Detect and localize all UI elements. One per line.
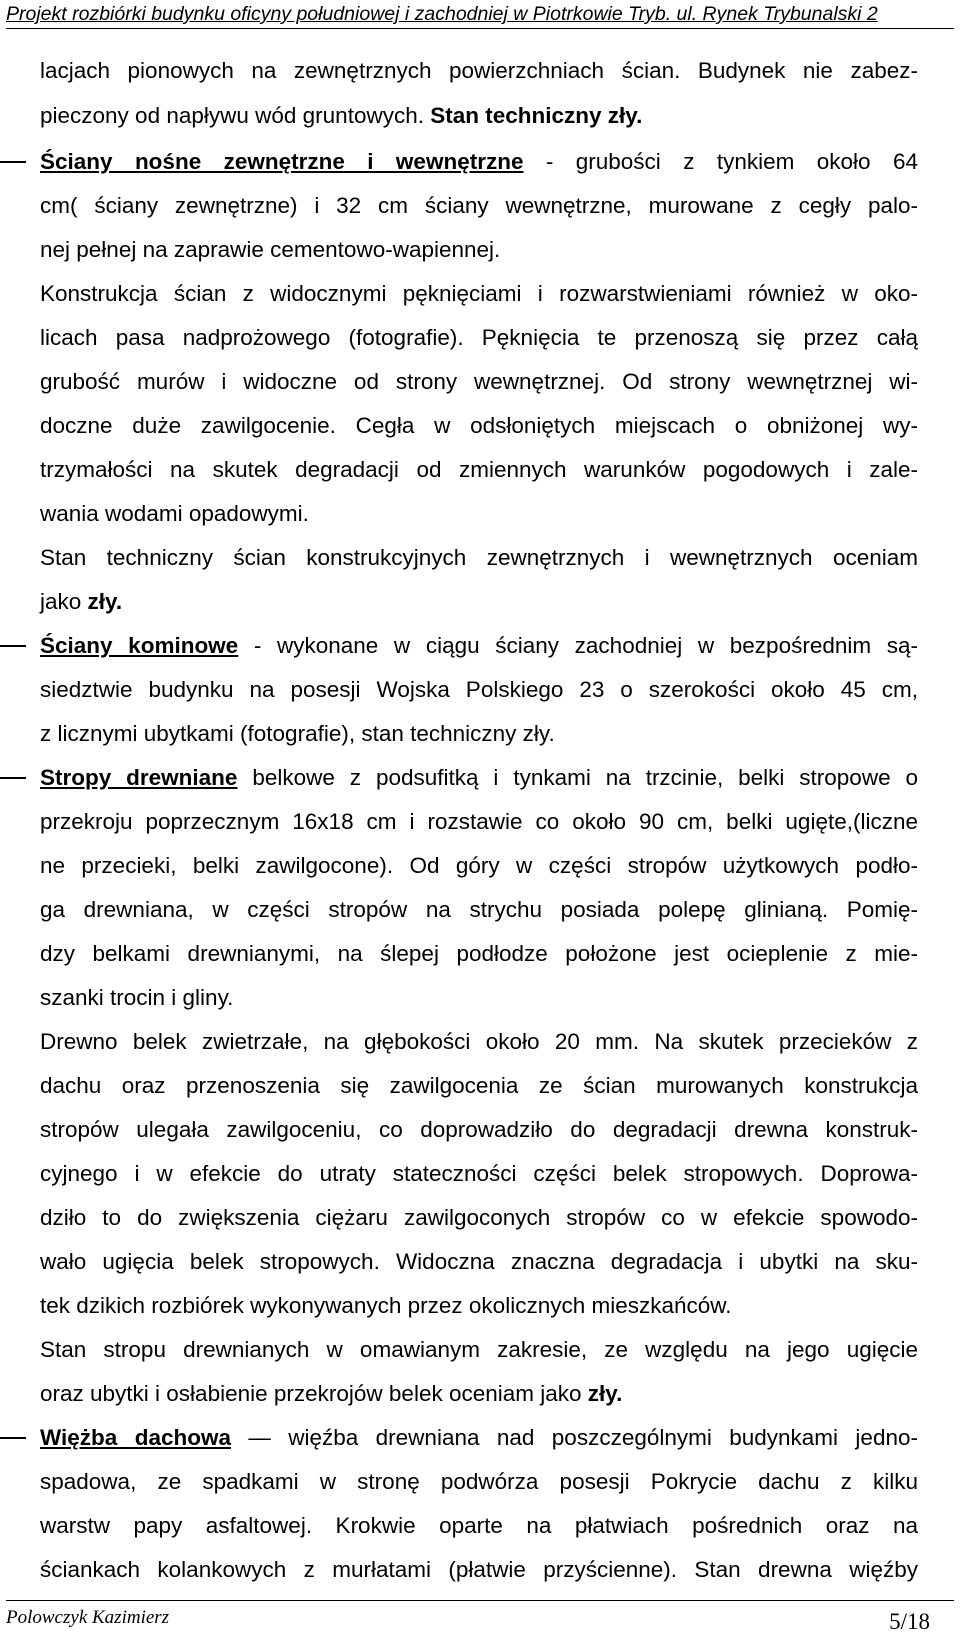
list-bullet-dash <box>0 777 26 779</box>
text-line: jako zły. <box>40 589 123 614</box>
condition-rating: Stan techniczny zły. <box>430 103 643 128</box>
text-line: pieczony od napływu wód gruntowych. Stan techniczny zły. <box>40 103 643 128</box>
condition-rating: zły. <box>87 589 123 614</box>
text-line: Konstrukcja ścian z widocznymi pęknięciami i rozwarstwieniami również w oko- <box>40 281 918 306</box>
condition-rating: zły. <box>587 1381 623 1406</box>
text-line: Stan stropu drewnianych w omawianym zakresie, ze względu na jego ugięcie <box>40 1337 918 1362</box>
text-line: nej pełnej na zaprawie cementowo-wapiennej. <box>40 237 501 262</box>
text-line: dzy belkami drewnianymi, na ślepej podłodze położone jest ocieplenie z mie- <box>40 941 918 966</box>
text-line: Więżba dachowa — więźba drewniana nad poszczególnymi budynkami jedno- <box>40 1425 918 1450</box>
list-bullet-dash <box>0 1437 26 1439</box>
section-heading-roof-truss: Więżba dachowa <box>40 1425 231 1450</box>
page-footer <box>6 1600 954 1637</box>
text-line: oraz ubytki i osłabienie przekrojów belek oceniam jako zły. <box>40 1381 623 1406</box>
list-bullet-dash <box>0 161 26 163</box>
text-line: Ściany kominowe - wykonane w ciągu ściany zachodniej w bezpośrednim są- <box>40 633 918 658</box>
text-line: stropów ulegała zawilgoceniu, co doprowadziło do degradacji drewna konstruk- <box>40 1117 918 1142</box>
text-line: siedztwie budynku na posesji Wojska Polskiego 23 o szerokości około 45 cm, <box>40 677 918 702</box>
text-line: licach pasa nadprożowego (fotografie). Pęknięcia te przenoszą się przez całą <box>40 325 918 350</box>
text-line: Stropy drewniane belkowe z podsufitką i tynkami na trzcinie, belki stropowe o <box>40 765 919 790</box>
text-line: z licznymi ubytkami (fotografie), stan techniczny zły. <box>40 721 555 746</box>
text-line: ściankach kolankowych z murłatami (płatwie przyścienne). Stan drewna więźby <box>40 1557 918 1582</box>
text-line: cm( ściany zewnętrzne) i 32 cm ściany wewnętrzne, murowane z cegły palo- <box>40 193 918 218</box>
text-line: lacjach pionowych na zewnętrznych powierzchniach ścian. Budynek nie zabez- <box>40 58 918 83</box>
footer-author: Polowczyk Kazimierz <box>6 1607 170 1628</box>
section-heading-chimney-walls: Ściany kominowe <box>40 633 239 658</box>
text-line: wania wodami opadowymi. <box>40 501 309 526</box>
text-line: doczne duże zawilgocenie. Cegła w odsłoniętych miejscach o obniżonej wy- <box>40 413 918 438</box>
section-heading-ceilings: Stropy drewniane <box>40 765 238 790</box>
text-line: warstw papy asfaltowej. Krokwie oparte na płatwiach pośrednich oraz na <box>40 1513 918 1538</box>
header-title: Projekt rozbiórki budynku oficyny południowej i zachodniej w Piotrkowie Tryb. ul. Rynek Trybunalski 2 <box>6 3 878 25</box>
text-line: Drewno belek zwietrzałe, na głębokości około 20 mm. Na skutek przecieków z <box>40 1029 918 1054</box>
text-line: szanki trocin i gliny. <box>40 985 234 1010</box>
text-line: tek dzikich rozbiórek wykonywanych przez okolicznych mieszkańców. <box>40 1293 732 1318</box>
text-line: przekroju poprzecznym 16x18 cm i rozstawie co około 90 cm, belki ugięte,(liczne <box>40 809 918 834</box>
list-bullet-dash <box>0 645 26 647</box>
text-line: Ściany nośne zewnętrzne i wewnętrzne - grubości z tynkiem około 64 <box>40 149 918 174</box>
text-line: Stan techniczny ścian konstrukcyjnych zewnętrznych i wewnętrznych oceniam <box>40 545 918 570</box>
text-line: ga drewniana, w części stropów na strychu posiada polepę glinianą. Pomię- <box>40 897 918 922</box>
text-line: cyjnego i w efekcie do utraty stateczności części belek stropowych. Doprowa- <box>40 1161 918 1186</box>
text-line: dachu oraz przenoszenia się zawilgocenia ze ścian murowanych konstrukcja <box>40 1073 918 1098</box>
text-line: ne przecieki, belki zawilgocone). Od góry w części stropów użytkowych podło- <box>40 853 918 878</box>
text-line: wało ugięcia belek stropowych. Widoczna znaczna degradacja i ubytki na sku- <box>40 1249 918 1274</box>
text-line: trzymałości na skutek degradacji od zmiennych warunków pogodowych i zale- <box>40 457 918 482</box>
page-number: 5/18 <box>889 1609 930 1634</box>
text-line: grubość murów i widoczne od strony wewnętrznej. Od strony wewnętrznej wi- <box>40 369 918 394</box>
text-line: spadowa, ze spadkami w stronę podwórza posesji Pokrycie dachu z kilku <box>40 1469 918 1494</box>
text-line: dziło to do zwiększenia ciężaru zawilgoconych stropów co w efekcie spowodo- <box>40 1205 918 1230</box>
section-heading-walls: Ściany nośne zewnętrzne i wewnętrzne <box>40 149 524 174</box>
